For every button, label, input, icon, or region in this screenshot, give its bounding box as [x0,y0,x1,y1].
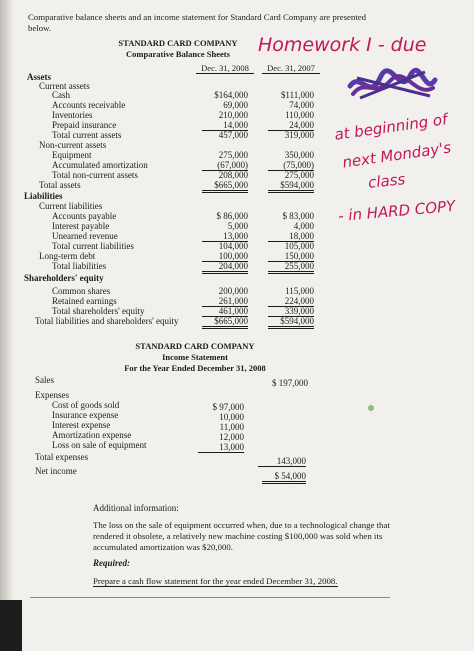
bs-value-2007: 24,000 [268,120,314,131]
required-label: Required: [93,558,130,568]
additional-heading: Additional information: [93,503,179,513]
is-total-expenses-value: 143,000 [258,456,306,467]
bs-value-2008: 461,000 [202,306,248,317]
bs-row-label: Long-term debt [39,251,96,261]
bs-row-label: Total assets [39,180,81,190]
bs-value-2007: 275,000 [284,170,314,180]
bs-row-label: Total shareholders' equity [52,306,145,316]
bs-value-2008: 13,000 [202,231,248,242]
expense-label: Loss on sale of equipment [52,440,147,450]
bs-value-2008: 104,000 [218,241,248,251]
is-sales-value: $ 197,000 [272,378,308,388]
is-total-expenses-label: Total expenses [35,452,89,462]
bs-value-2007: $111,000 [280,90,314,100]
bs-value-2007: 110,000 [285,110,314,120]
bs-row-label: Shareholders' equity [24,273,104,283]
bs-value-2007: 74,000 [289,100,314,110]
bs-row-label: Common shares [52,286,111,296]
bs-value-2007: 115,000 [285,286,314,296]
handwriting-class: class [367,170,407,192]
bs-value-2008: 204,000 [202,261,248,274]
bs-value-2007: 4,000 [293,221,314,231]
bs-row-label: Interest payable [52,221,110,231]
is-company: STANDARD CARD COMPANY [135,341,255,351]
bs-value-2008: 200,000 [218,286,248,296]
bs-row-label: Accounts payable [52,211,117,221]
bs-row-label: Equipment [52,150,92,160]
bs-value-2008: (67,000) [202,160,248,171]
bs-row-label: Non-current assets [39,140,107,150]
bs-row-label: Total liabilities and shareholders' equity [35,316,179,326]
is-period: For the Year Ended December 31, 2008 [124,363,266,373]
expense-value: 12,000 [219,432,244,442]
bs-value-2007: 105,000 [284,241,314,251]
bs-value-2007: 319,000 [284,130,314,140]
is-net-income-label: Net income [35,466,77,476]
bs-row-label: Total current assets [52,130,122,140]
is-sales-label: Sales [35,375,54,385]
bs-value-2007: 150,000 [268,251,314,262]
bs-row-label: Unearned revenue [52,231,118,241]
bs-value-2008: 261,000 [202,296,248,307]
bs-value-2007: 18,000 [268,231,314,242]
is-title: Income Statement [162,352,228,362]
scribble-mark [345,66,440,106]
expense-label: Insurance expense [52,410,119,420]
bs-value-2007: 350,000 [284,150,314,160]
handwriting-homework: Homework I - due [258,34,427,56]
bs-value-2008: 14,000 [202,120,248,131]
bs-value-2008: 457,000 [218,130,248,140]
bs-row-label: Inventories [52,110,93,120]
bs-company: STANDARD CARD COMPANY [118,38,238,48]
additional-text: The loss on the sale of equipment occurred when, due to a technological change that rendered it obsolete, a relatively new machine costing $100,000 was sold when its accumulated amortization was $20,000. [93,520,390,552]
bs-value-2007: $594,000 [268,180,314,193]
expense-label: Interest expense [52,420,111,430]
pen-dot [366,403,376,413]
bs-row-label: Liabilities [24,191,63,201]
bs-row-label: Cash [52,90,70,100]
bs-col1-header: Dec. 31, 2008 [196,63,254,74]
expense-value: 10,000 [219,412,244,422]
bs-value-2008: 100,000 [202,251,248,262]
scan-edge-shadow [0,0,14,651]
bs-value-2007: 339,000 [268,306,314,317]
bs-row-label: Total non-current assets [52,170,138,180]
bs-value-2007: $ 83,000 [282,211,314,221]
bs-value-2007: 224,000 [268,296,314,307]
bs-value-2008: $ 86,000 [216,211,248,221]
bs-title: Comparative Balance Sheets [126,49,230,59]
scan-corner-shadow [0,600,22,651]
bs-value-2007: 255,000 [268,261,314,274]
bs-value-2008: $164,000 [214,90,248,100]
expense-value: 11,000 [219,422,244,432]
bs-value-2008: 275,000 [218,150,248,160]
bs-value-2007: (75,000) [268,160,314,171]
bs-row-label: Total liabilities [52,261,107,271]
expense-label: Cost of goods sold [52,400,120,410]
expense-value: $ 97,000 [212,402,244,412]
bs-value-2008: 210,000 [218,110,248,120]
bs-col2-header: Dec. 31, 2007 [262,63,320,74]
expense-value: 13,000 [198,442,244,453]
bs-value-2008: 69,000 [223,100,248,110]
bs-row-label: Retained earnings [52,296,117,306]
bs-row-label: Total current liabilities [52,241,134,251]
bs-row-label: Accounts receivable [52,100,126,110]
bs-value-2007: $594,000 [268,316,314,329]
is-expenses-label: Expenses [35,390,69,400]
bs-row-label: Prepaid insurance [52,120,117,130]
bs-row-label: Current assets [39,81,90,91]
bs-row-label: Current liabilities [39,201,103,211]
bs-value-2008: 5,000 [227,221,248,231]
bs-row-label: Assets [27,72,51,82]
bs-value-2008: $665,000 [202,316,248,329]
handwriting-monday: next Monday's [341,138,453,172]
handwriting-beginning: at beginning of [333,110,449,144]
is-net-income-value: $ 54,000 [262,471,306,484]
required-task: Prepare a cash flow statement for the year ended December 31, 2008. [93,576,338,586]
intro-text: Comparative balance sheets and an income statement for Standard Card Company are presented below. [28,12,367,33]
bs-value-2008: $665,000 [202,180,248,193]
bottom-rule [30,597,390,598]
expense-label: Amortization expense [52,430,132,440]
bs-row-label: Accumulated amortization [52,160,148,170]
handwriting-hard-copy: - in HARD COPY [337,196,456,226]
bs-value-2008: 208,000 [218,170,248,180]
